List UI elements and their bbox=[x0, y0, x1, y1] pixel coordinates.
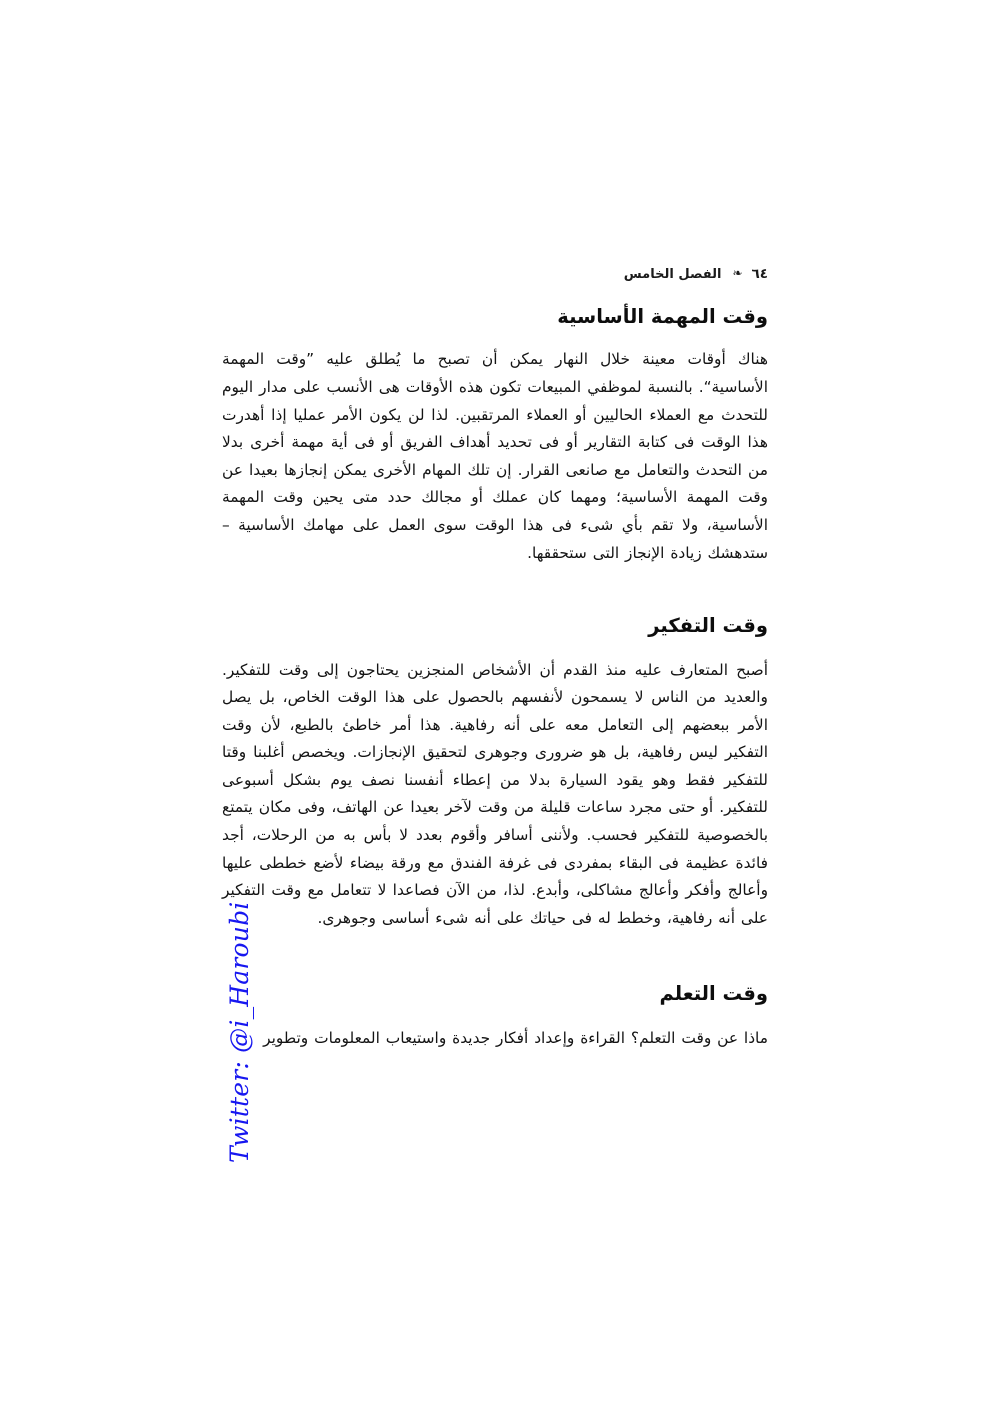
section-learning-time bbox=[222, 982, 768, 1052]
section-thinking-time bbox=[222, 614, 768, 932]
running-header bbox=[224, 268, 768, 282]
section-paragraph: أصبح المتعارف عليه منذ القدم أن الأشخاص المنجزين يحتاجون إلى وقت للتفكير. والعديد من الناس لا يسمحون لأنفسهم بالحصول على هذا الوقت الخاص، بل يصل الأمر ببعضهم إلى التعامل معه على أنه رفاهية. هذا أمر خاطئ بالطبع، لأن وقت التفكير ليس رفاهية، بل هو ضرورى وجوهرى لتحقيق الإنجازات. ويخصص أغلبنا وقتا للتفكير فقط وهو يقود السيارة بدلا من إعطاء أنفسنا نصف يوم بشكل أسبوعى للتفكير. أو حتى مجرد ساعات قليلة من وقت لآخر بعيدا عن الهاتف، وفى مكان يتمتع بالخصوصية للتفكير فحسب. ولأننى أسافر وأقوم بعدد لا بأس به من الرحلات، أجد فائدة عظيمة فى البقاء بمفردى فى غرفة الفندق مع ورقة بيضاء لأضع خططى عليها وأعالج وأفكر وأعالج مشاكلى، وأبدع. لذا، من الآن فصاعدا لا تتعامل مع وقت التفكير على أنه رفاهية، وخطط له فى حياتك على أنه شىء أساسى وجوهرى. bbox=[222, 660, 768, 927]
section-heading: وقت التعلم bbox=[659, 982, 768, 1006]
chapter-title: الفصل الخامس bbox=[623, 267, 722, 282]
section-heading: وقت التفكير bbox=[648, 614, 768, 638]
page-content bbox=[222, 305, 768, 1052]
page-number: ٦٤ bbox=[751, 266, 768, 282]
ornament-icon: ❧ bbox=[732, 266, 743, 280]
section-paragraph: هناك أوقات معينة خلال النهار يمكن أن تصبح ما يُطلق عليه ”وقت المهمة الأساسية“. بالنسبة لموظفي المبيعات تكون هذه الأوقات هى الأنسب على مدار اليوم للتحدث مع العملاء الحاليين أو العملاء المرتقبين. لذا لن يكون الأمر عمليا إذا أهدرت هذا الوقت فى كتابة التقارير أو فى تحديد أهداف الفريق أو فى أية مهمة أخرى بدلا من التحدث والتعامل مع صانعى القرار. إن تلك المهام الأخرى يمكن إنجازها بعيدا عن وقت المهمة الأساسية؛ ومهما كان عملك أو مجالك حدد متى يحين وقت المهمة الأساسية، ولا تقم بأي شىء فى هذا الوقت سوى العمل على مهامك الأساسية – ستدهشك زيادة الإنجاز التى ستحققها. bbox=[222, 350, 768, 562]
watermark-twitter-handle: Twitter: @i_Haroubi bbox=[225, 901, 254, 1163]
section-heading: وقت المهمة الأساسية bbox=[557, 305, 768, 328]
section-paragraph: ماذا عن وقت التعلم؟ القراءة وإعداد أفكار جديدة واستيعاب المعلومات وتطوير bbox=[263, 1028, 768, 1047]
section-core-task-time bbox=[222, 305, 768, 567]
